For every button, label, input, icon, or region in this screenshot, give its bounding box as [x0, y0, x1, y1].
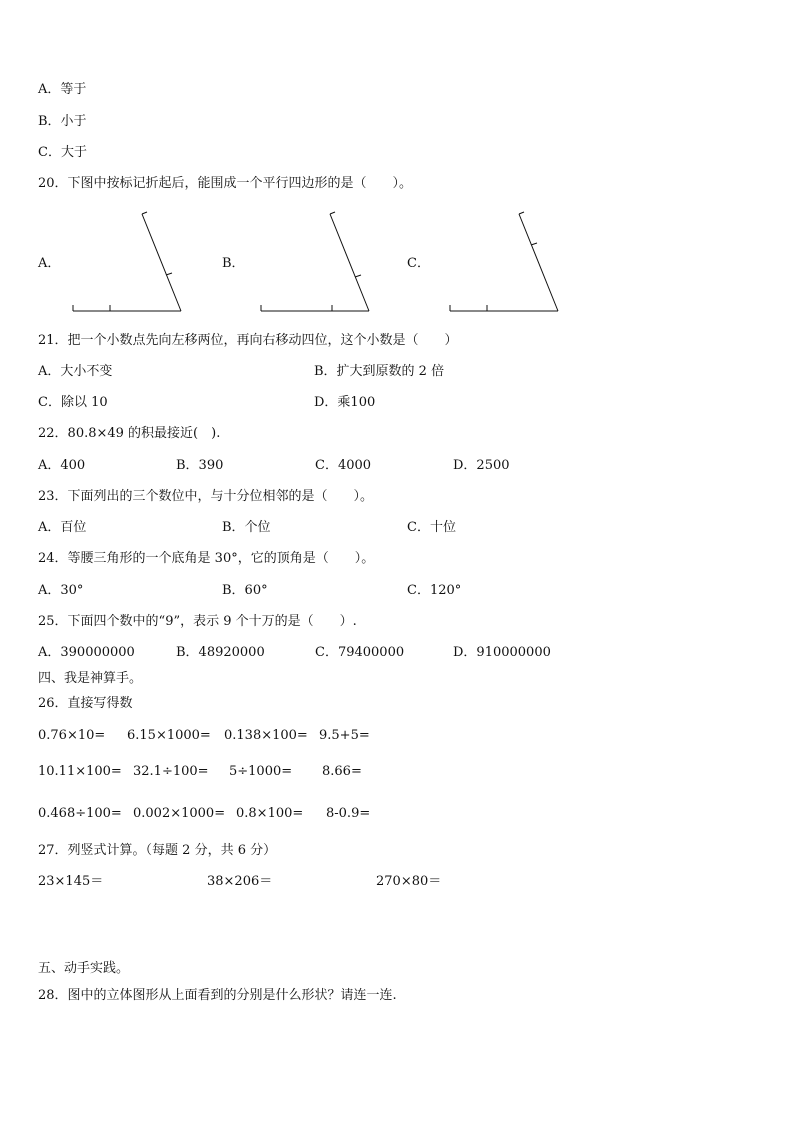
q20-label-a: A． — [38, 256, 61, 271]
q25-option-d: D．910000000 — [453, 645, 551, 660]
q22-stem: 22．80.8×49 的积最接近( ). — [38, 426, 221, 441]
q24-option-b: B．60° — [222, 583, 268, 598]
q27-item: 38×206＝ — [207, 874, 273, 889]
q23-stem: 23．下面列出的三个数位中，与十分位相邻的是（ ）。 — [38, 489, 374, 504]
q26-item: 32.1÷100= — [133, 764, 209, 779]
q24-option-a: A．30° — [38, 583, 84, 598]
q20-label-c: C． — [407, 256, 430, 271]
q25-stem: 25．下面四个数中的“9”，表示 9 个十万的是（ ）. — [38, 614, 357, 629]
section-5-title: 五、动手实践。 — [38, 961, 130, 976]
section-4-title: 四、我是神算手。 — [38, 671, 143, 686]
q28-stem: 28．图中的立体图形从上面看到的分别是什么形状？请连一连. — [38, 988, 397, 1003]
q20-figure-b — [258, 208, 373, 314]
q20-figure-c — [447, 208, 562, 314]
q27-stem: 27．列竖式计算。（每题 2 分，共 6 分） — [38, 843, 277, 858]
q21-option-b: B．扩大到原数的 2 倍 — [314, 364, 445, 379]
q26-item: 5÷1000= — [229, 764, 293, 779]
q26-item: 0.468÷100= — [38, 806, 122, 821]
q21-option-c: C．除以 10 — [38, 395, 108, 410]
q21-stem: 21．把一个小数点先向左移两位，再向右移动四位，这个小数是（ ） — [38, 333, 458, 348]
q26-item: 0.76×10= — [38, 728, 106, 743]
q26-item: 0.002×1000= — [133, 806, 226, 821]
q21-option-d: D．乘100 — [314, 395, 376, 410]
q20-stem: 20．下图中按标记折起后，能围成一个平行四边形的是（ ）。 — [38, 176, 413, 191]
q23-option-c: C．十位 — [407, 520, 456, 535]
q26-item: 8-0.9= — [326, 806, 371, 821]
q26-item: 8.66= — [322, 764, 362, 779]
q25-option-c: C．79400000 — [315, 645, 405, 660]
q22-option-b: B．390 — [176, 458, 224, 473]
q20-figure-a — [70, 208, 185, 314]
q25-option-b: B．48920000 — [176, 645, 265, 660]
q24-option-c: C．120° — [407, 583, 462, 598]
q26-stem: 26．直接写得数 — [38, 696, 133, 711]
q26-item: 10.11×100= — [38, 764, 122, 779]
q26-item: 0.8×100= — [236, 806, 304, 821]
q19-option-c: C．大于 — [38, 145, 87, 160]
q23-option-a: A．百位 — [38, 520, 87, 535]
q25-option-a: A．390000000 — [38, 645, 135, 660]
q26-item: 6.15×1000= — [127, 728, 211, 743]
q22-option-a: A．400 — [38, 458, 86, 473]
q24-stem: 24．等腰三角形的一个底角是 30°，它的顶角是（ ）。 — [38, 551, 375, 566]
q20-label-b: B． — [222, 256, 245, 271]
q26-item: 9.5+5= — [319, 728, 370, 743]
q19-option-a: A．等于 — [38, 82, 87, 97]
q19-option-b: B．小于 — [38, 114, 87, 129]
q22-option-d: D．2500 — [453, 458, 510, 473]
q27-item: 23×145＝ — [38, 874, 104, 889]
q27-item: 270×80＝ — [376, 874, 442, 889]
q21-option-a: A．大小不变 — [38, 364, 113, 379]
q26-item: 0.138×100= — [224, 728, 308, 743]
q22-option-c: C．4000 — [315, 458, 372, 473]
q23-option-b: B．个位 — [222, 520, 271, 535]
